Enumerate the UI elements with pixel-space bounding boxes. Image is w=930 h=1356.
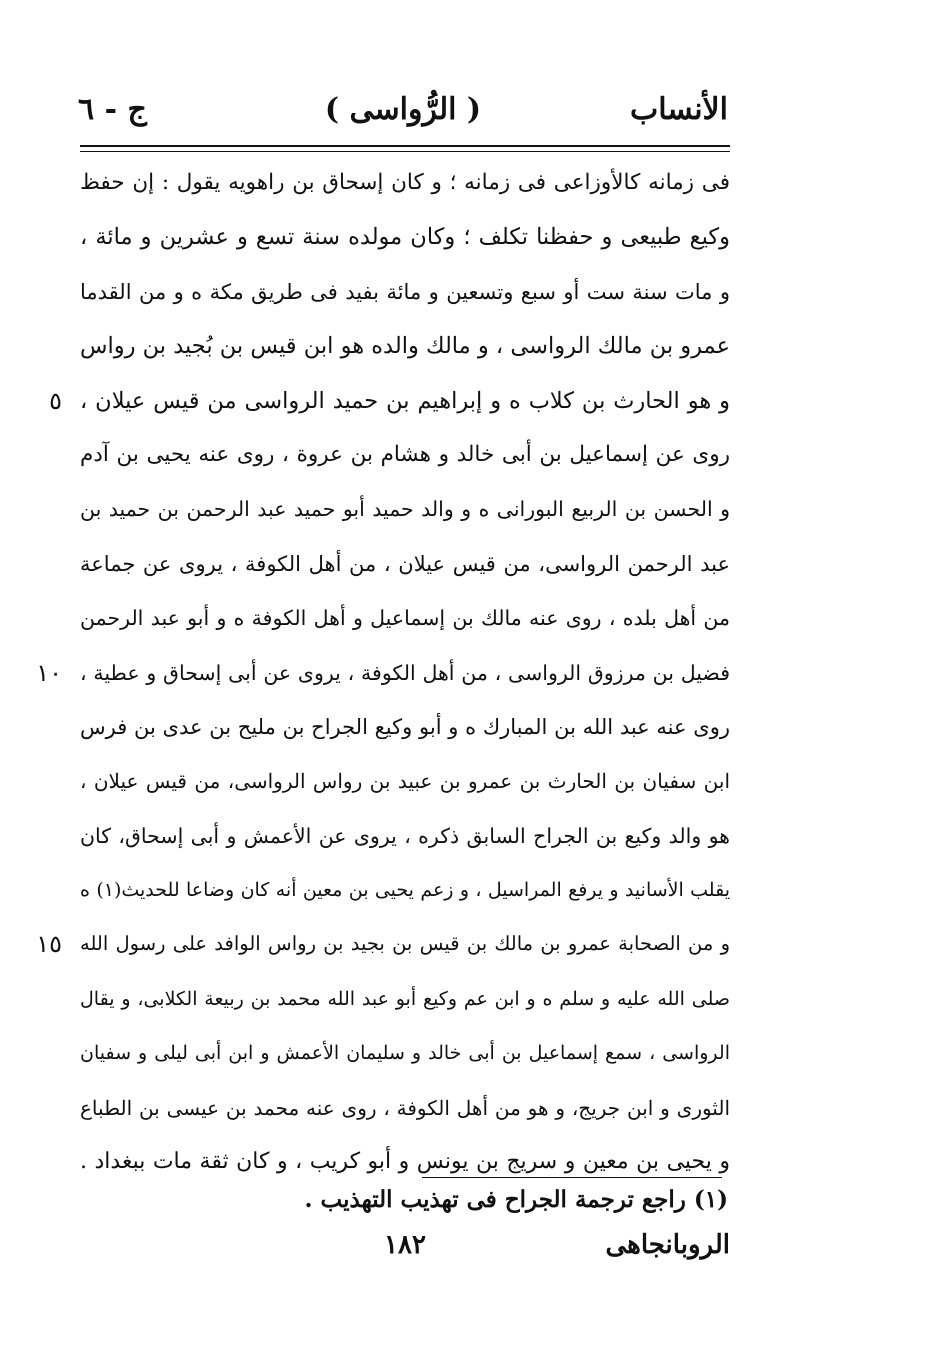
header-section-title: الأنساب <box>630 92 728 127</box>
footnote-rule <box>422 1177 722 1178</box>
catchword: الروبانجاهى <box>605 1230 730 1260</box>
text-line: الرواسى ، سمع إسماعيل بن أبى خالد و سليمان الأعمش و ابن أبى ليلى و سفيان <box>80 1042 730 1065</box>
line-number: ١٥ <box>36 930 62 959</box>
page-number: ١٨٢ <box>384 1230 426 1260</box>
text-line: روى عنه عبد الله بن المبارك ه و أبو وكيع الجراح بن مليح بن عدى بن فرس <box>80 714 730 739</box>
text-line: و الحسن بن الربيع البورانى ه و والد حميد أبو حميد عبد الرحمن بن حميد بن <box>80 497 730 522</box>
line-number: ١٠ <box>36 658 62 687</box>
text-line: صلى الله عليه و سلم ه و ابن عم وكيع أبو عبد الله محمد بن ربيعة الكلابى، و يقال <box>80 987 730 1010</box>
text-line: عمرو بن مالك الرواسى ، و مالك والده هو ابن قيس بن بُجيد بن رواس <box>80 333 730 360</box>
text-line: وكيع طبيعى و حفظنا تكلف ؛ وكان مولده سنة تسع و عشرين و مائة ، <box>80 224 730 251</box>
text-line: هو والد وكيع بن الجراح السابق ذكره ، يروى عن الأعمش و أبى إسحاق، كان <box>80 823 730 848</box>
page-footer <box>80 1230 730 1274</box>
text-line: فضيل بن مرزوق الرواسى ، من أهل الكوفة ، يروى عن أبى إسحاق و عطية ، ١٠ <box>80 646 730 700</box>
running-header <box>78 92 728 138</box>
text-line: و مات سنة ست أو سبع وتسعين و مائة بفيد فى طريق مكة ه و من القدما <box>80 279 730 304</box>
header-rule-thin <box>80 151 730 152</box>
text-line: الثورى و ابن جريج، و هو من أهل الكوفة ، روى عنه محمد بن عيسى بن الطباع <box>80 1095 730 1120</box>
text-line: روى عن إسماعيل بن أبى خالد و هشام بن عروة ، روى عنه يحيى بن آدم <box>80 441 730 467</box>
text-line: و من الصحابة عمرو بن مالك بن قيس بن بجيد بن رواس الوافد على رسول الله ١٥ <box>80 917 730 971</box>
text-line: من أهل بلده ، روى عنه مالك بن إسماعيل و أهل الكوفة ه و أبو عبد الرحمن <box>80 606 730 631</box>
text-line: يقلب الأسانيد و يرفع المراسيل ، و زعم يحيى بن معين أنه كان وضاعا للحديث(١) ه <box>80 879 730 902</box>
footnote: (١) راجع ترجمة الجراح فى تهذيب التهذيب . <box>304 1186 728 1213</box>
text-line: ابن سفيان بن الحارث بن عمرو بن عبيد بن رواس الرواسى، من قيس عيلان ، <box>80 769 730 794</box>
header-rule-thick <box>80 145 730 147</box>
header-volume: ج - ٦ <box>78 92 147 127</box>
text-line: و هو الحارث بن كلاب ه و إبراهيم بن حميد الرواسى من قيس عيلان ، ٥ <box>80 374 730 428</box>
header-entry-title: ( الرُّواسى ) <box>324 92 482 127</box>
line-number: ٥ <box>49 386 62 415</box>
text-line: عبد الرحمن الرواسى، من قيس عيلان ، من أهل الكوفة ، يروى عن جماعة <box>80 551 730 576</box>
text-line: فى زمانه كالأوزاعى فى زمانه ؛ و كان إسحاق بن راهويه يقول : إن حفظ <box>80 170 730 195</box>
main-text <box>36 156 730 1189</box>
text-line: و يحيى بن معين و سريج بن يونس و أبو كريب ، و كان ثقة مات ببغداد . <box>80 1149 730 1175</box>
